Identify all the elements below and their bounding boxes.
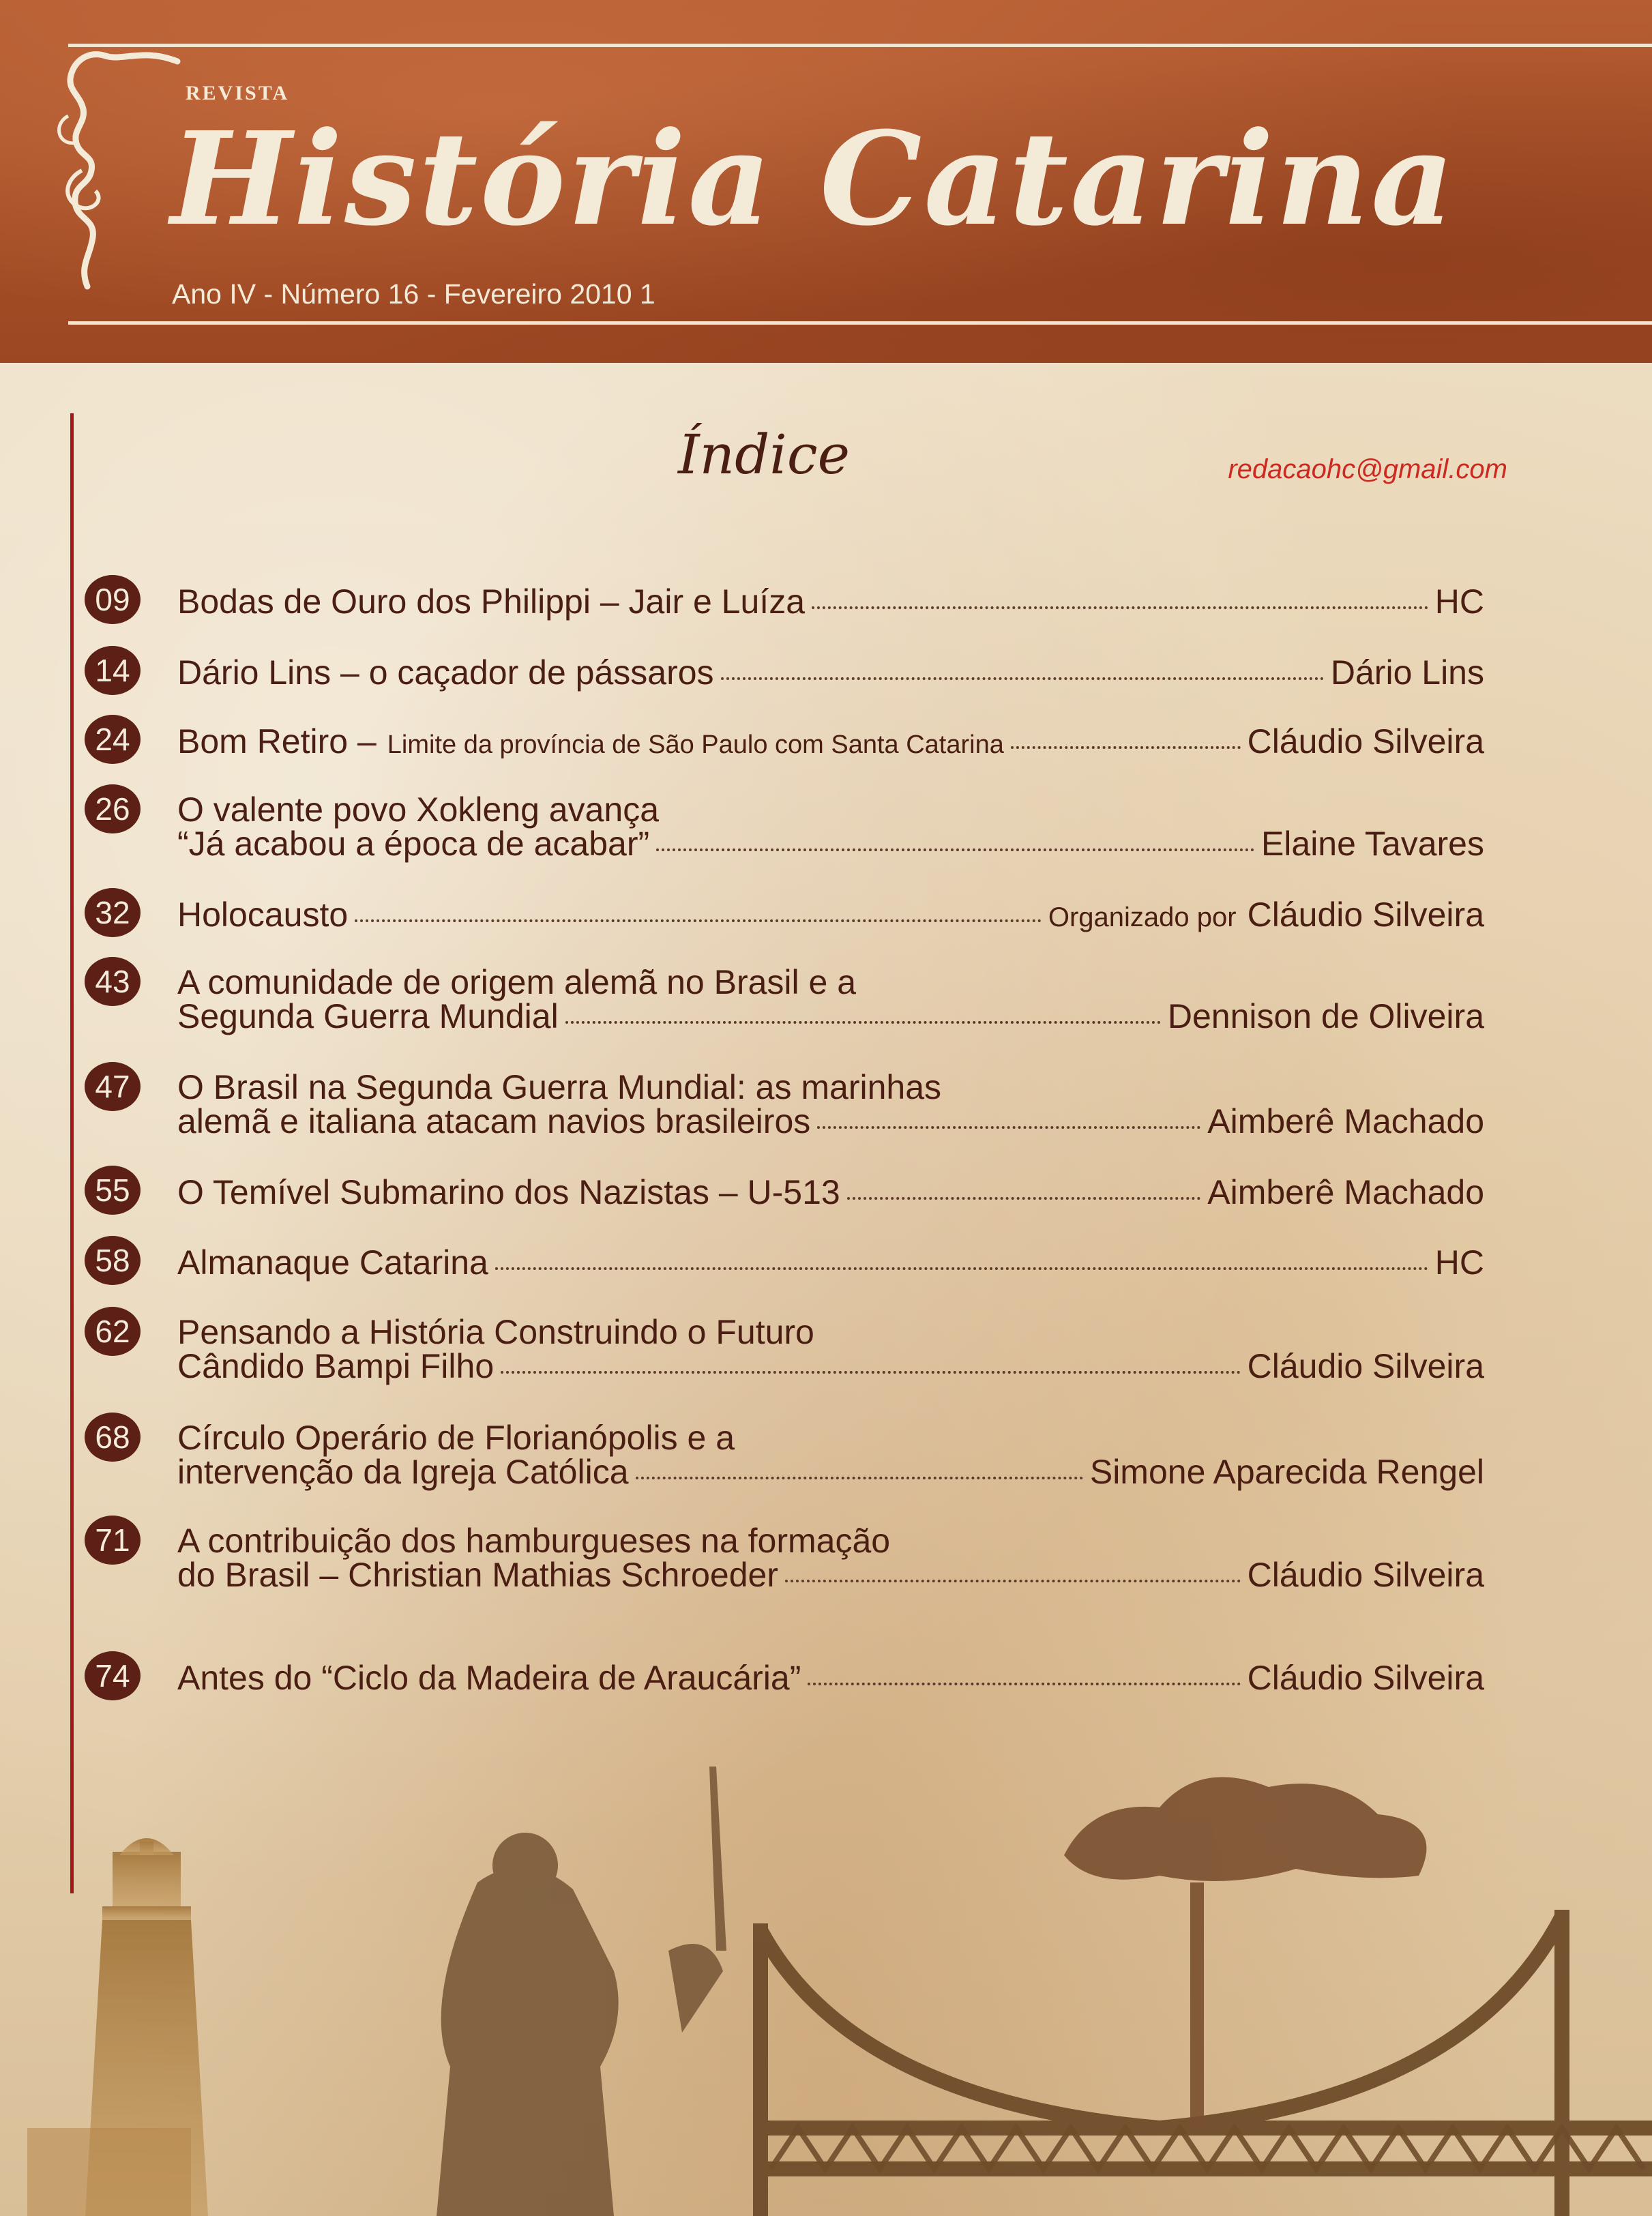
page-number-badge: 58 bbox=[85, 1236, 141, 1285]
article-title: intervenção da Igreja Católica bbox=[177, 1453, 629, 1491]
article-title: Bodas de Ouro dos Philippi – Jair e Luíza bbox=[177, 582, 805, 621]
leader-dots bbox=[847, 1197, 1201, 1200]
issue-info: Ano IV - Número 16 - Fevereiro 2010 1 bbox=[172, 278, 655, 310]
article-title-first-line: Pensando a História Construindo o Futuro bbox=[177, 1313, 814, 1351]
article-author: Cláudio Silveira bbox=[1247, 722, 1484, 760]
article-author: Cláudio Silveira bbox=[1247, 1347, 1484, 1385]
leader-dots bbox=[721, 677, 1324, 680]
article-title: Almanaque Catarina bbox=[177, 1243, 488, 1282]
masthead-top-rule bbox=[68, 44, 1652, 47]
article-author: Aimberê Machado bbox=[1207, 1102, 1484, 1140]
page-number-badge: 32 bbox=[85, 888, 141, 937]
page-number-badge: 62 bbox=[85, 1307, 141, 1356]
toc-line bbox=[177, 1243, 1484, 1281]
historical-illustration bbox=[0, 1746, 1652, 2216]
article-title: Segunda Guerra Mundial bbox=[177, 997, 559, 1035]
friar-statue-icon bbox=[437, 1767, 726, 2216]
leader-dots bbox=[656, 848, 1254, 851]
page-number-badge: 43 bbox=[85, 957, 141, 1006]
article-subtitle: Limite da província de São Paulo com Santa Catarina bbox=[387, 730, 1004, 759]
article-title-first-line: O Brasil na Segunda Guerra Mundial: as marinhas bbox=[177, 1068, 942, 1106]
masthead-kicker: REVISTA bbox=[186, 82, 290, 104]
article-author: HC bbox=[1434, 1243, 1484, 1282]
page-number-badge: 55 bbox=[85, 1166, 141, 1215]
toc-line bbox=[177, 582, 1484, 620]
article-author: Dennison de Oliveira bbox=[1167, 997, 1484, 1035]
leader-dots bbox=[355, 919, 1042, 922]
page-number-badge: 68 bbox=[85, 1413, 141, 1462]
article-title-first-line: A comunidade de origem alemã no Brasil e a bbox=[177, 963, 857, 1001]
margin-rule bbox=[70, 413, 74, 1893]
page-number-badge: 47 bbox=[85, 1062, 141, 1111]
article-author: Elaine Tavares bbox=[1260, 825, 1484, 863]
article-author: Dário Lins bbox=[1330, 653, 1484, 692]
leader-dots bbox=[817, 1126, 1200, 1129]
article-author: Aimberê Machado bbox=[1207, 1173, 1484, 1211]
scroll-ornament-icon bbox=[41, 41, 191, 300]
leader-dots bbox=[636, 1477, 1083, 1479]
toc-line bbox=[177, 1658, 1484, 1696]
leader-dots bbox=[808, 1683, 1240, 1685]
article-author: Cláudio Silveira bbox=[1247, 1659, 1484, 1697]
author-prefix: Organizado por bbox=[1048, 902, 1237, 932]
article-title: “Já acabou a época de acabar” bbox=[177, 825, 650, 863]
leader-dots bbox=[785, 1580, 1241, 1582]
article-title-first-line: A contribuição dos hamburgueses na formação bbox=[177, 1522, 891, 1560]
article-title: Antes do “Ciclo da Madeira de Araucária” bbox=[177, 1659, 801, 1697]
leader-dots bbox=[501, 1371, 1240, 1374]
article-author: HC bbox=[1434, 582, 1484, 621]
page-number-badge: 09 bbox=[85, 575, 141, 624]
masthead-bottom-rule bbox=[68, 321, 1652, 325]
leader-dots bbox=[495, 1267, 1428, 1270]
toc-line bbox=[177, 1346, 1484, 1385]
article-title: O Temível Submarino dos Nazistas – U-513 bbox=[177, 1173, 840, 1211]
leader-dots bbox=[1011, 746, 1241, 749]
page-number-badge: 14 bbox=[85, 646, 141, 695]
toc-line bbox=[177, 996, 1484, 1035]
article-title: alemã e italiana atacam navios brasileiros bbox=[177, 1102, 811, 1140]
toc-line bbox=[177, 1102, 1484, 1140]
article-author: Simone Aparecida Rengel bbox=[1089, 1453, 1484, 1491]
lighthouse-icon bbox=[27, 1838, 208, 2216]
toc-line bbox=[177, 653, 1484, 691]
leader-dots bbox=[812, 606, 1428, 609]
page-number-badge: 26 bbox=[85, 784, 141, 833]
page-number-badge: 24 bbox=[85, 715, 141, 764]
page-heading: Índice bbox=[677, 423, 851, 486]
masthead bbox=[0, 0, 1652, 363]
article-title: do Brasil – Christian Mathias Schroeder bbox=[177, 1556, 778, 1594]
article-title: Holocausto bbox=[177, 896, 349, 934]
leader-dots bbox=[565, 1021, 1161, 1024]
toc-line bbox=[177, 824, 1484, 862]
toc-line bbox=[177, 1172, 1484, 1211]
article-author: Cláudio Silveira bbox=[1247, 896, 1484, 934]
page-number-badge: 71 bbox=[85, 1516, 141, 1565]
contact-email[interactable]: redacaohc@gmail.com bbox=[1228, 454, 1507, 484]
article-author: Cláudio Silveira bbox=[1247, 1556, 1484, 1594]
toc-line bbox=[177, 895, 1484, 933]
article-title: Cândido Bampi Filho bbox=[177, 1347, 495, 1385]
toc-line bbox=[177, 722, 1484, 760]
article-title: Bom Retiro – bbox=[177, 722, 377, 760]
toc-line bbox=[177, 1555, 1484, 1593]
article-title-first-line: Círculo Operário de Florianópolis e a bbox=[177, 1419, 735, 1457]
magazine-title: História Catarina bbox=[171, 104, 1456, 254]
toc-line bbox=[177, 1452, 1484, 1490]
article-title: Dário Lins – o caçador de pássaros bbox=[177, 653, 714, 692]
page-number-badge: 74 bbox=[85, 1651, 141, 1700]
article-title-first-line: O valente povo Xokleng avança bbox=[177, 791, 660, 829]
